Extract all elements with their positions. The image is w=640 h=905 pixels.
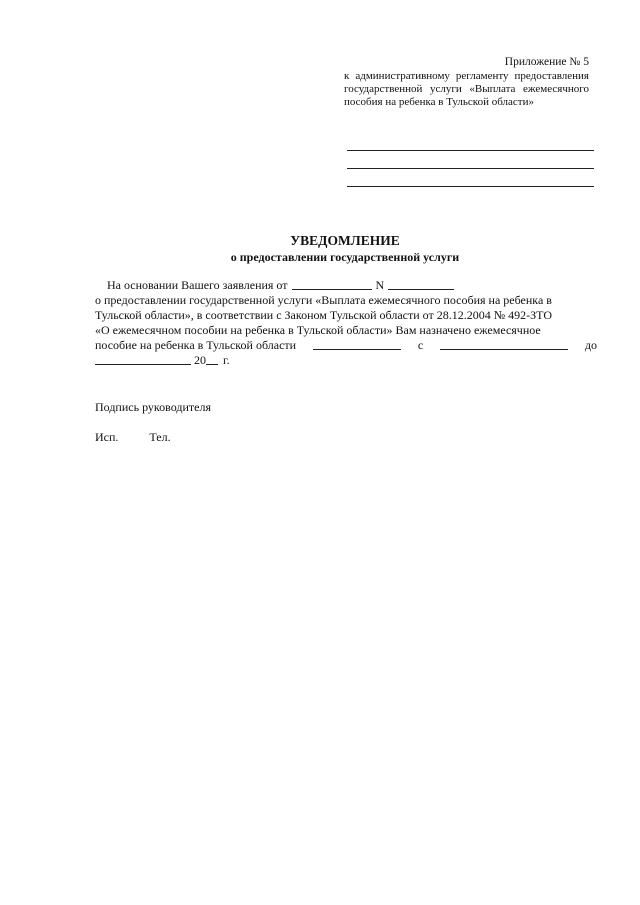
body-text: 20 <box>194 353 206 367</box>
body-line <box>95 353 597 368</box>
body-line <box>95 278 597 293</box>
addressee-lines <box>347 150 594 204</box>
body-text: «О ежемесячном пособии на ребенка в Тульской области» Вам назначено ежемесячное <box>95 323 541 337</box>
body-text: до <box>584 338 597 352</box>
year-blank <box>206 353 218 365</box>
appendix-number: Приложение № 5 <box>504 56 589 68</box>
body-line <box>95 308 597 323</box>
body-text: пособие на ребенка в Тульской области <box>95 338 297 352</box>
number-blank <box>388 278 454 290</box>
body-text: г. <box>223 353 230 367</box>
document-title: УВЕДОМЛЕНИЕ <box>290 233 400 248</box>
executor-line <box>95 430 171 445</box>
amount-blank <box>313 338 401 350</box>
appendix-block <box>344 56 589 109</box>
start-date-blank <box>440 338 568 350</box>
notification-body <box>95 278 597 368</box>
body-text: с <box>417 338 424 352</box>
executor-label: Исп. <box>95 430 119 444</box>
phone-label: Тел. <box>149 430 171 444</box>
title-block <box>0 233 640 265</box>
document-subtitle: о предоставлении государственной услуги <box>230 250 460 264</box>
body-text: N <box>375 278 385 292</box>
body-text: На основании Вашего заявления от <box>107 278 288 292</box>
body-line <box>95 293 597 308</box>
addressee-line <box>347 150 594 151</box>
addressee-line <box>347 186 594 187</box>
body-line <box>95 338 597 353</box>
body-text: о предоставлении государственной услуги «Выплата ежемесячного пособия на ребенка в <box>95 293 552 307</box>
addressee-line <box>347 168 594 169</box>
body-line <box>95 323 597 338</box>
date-blank <box>292 278 372 290</box>
signature-label: Подпись руководителя <box>95 400 211 414</box>
end-date-blank <box>95 353 191 365</box>
appendix-text: к административному регламенту предоставления государственной услуги «Выплата ежемесячного пособия на ребенка в Тульской области» <box>344 70 589 108</box>
body-text: Тульской области», в соответствии с Законом Тульской области от 28.12.2004 № 492-ЗТО <box>95 308 553 322</box>
